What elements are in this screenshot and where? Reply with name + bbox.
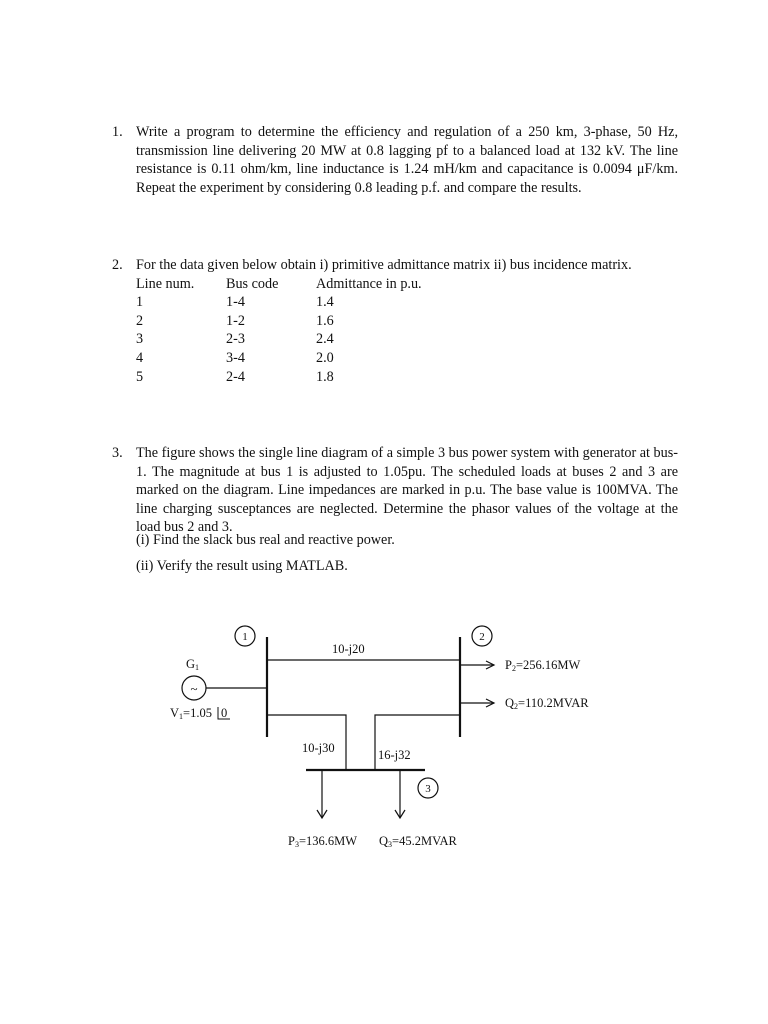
column-header: Line num. [136,275,195,292]
table-header-row [136,275,422,294]
question-text: For the data given below obtain i) primitive admittance matrix ii) bus incidence matrix. [136,257,632,273]
question-1 [112,123,678,197]
table-cell: 2-3 [226,331,245,348]
question-number: 3. [112,445,123,461]
column-header: Admittance in p.u. [316,275,422,292]
table-cell: 2.0 [316,349,334,366]
table-cell: 4 [136,349,144,366]
question-number: 2. [112,257,123,273]
table-row [136,293,422,312]
bus-1-label: 1 [242,631,248,643]
q2-label: Q2=110.2MVAR [505,696,589,711]
question-text: Write a program to determine the efficiency and regulation of a 250 km, 3-phase, 50 Hz, transmission line delivering 20 MW at 0.8 lagging pf to a balanced load at 132 kV. The line resistance is 0.11 ohm/km, line inductance is 1.24 mH/km and capacitance is 0.0094 μF/km. Repeat the experiment by considering 0.8 leading p.f. and compare the results. [136,124,678,196]
line-1-2-impedance: 10-j20 [332,642,365,656]
bus-2-label: 2 [479,631,485,643]
table-cell: 2-4 [226,368,245,385]
line-1-3-impedance: 10-j30 [302,741,335,755]
line-data-table [136,275,422,387]
sub-question-1: (i) Find the slack bus real and reactive power. [136,532,395,548]
question-2 [112,256,678,386]
table-cell: 1.8 [316,368,334,385]
table-cell: 3 [136,331,144,348]
table-cell: 1-2 [226,312,245,329]
table-row [136,330,422,349]
p3-label: P3=136.6MW [288,834,358,849]
bus-3-label: 3 [425,783,431,795]
p2-label: P2=256.16MW [505,658,581,673]
table-row [136,312,422,331]
question-3 [112,444,678,537]
table-cell: 1.4 [316,294,334,311]
table-cell: 1-4 [226,294,245,311]
question-number: 1. [112,124,123,140]
single-line-diagram [160,615,630,865]
v1-angle: 0 [221,706,228,720]
table-row [136,349,422,368]
line-2-3-impedance: 16-j32 [378,748,411,762]
generator-tilde: ~ [190,681,198,696]
table-cell: 2.4 [316,331,334,348]
column-header: Bus code [226,275,279,292]
table-cell: 1 [136,294,144,311]
table-cell: 3-4 [226,349,245,366]
generator-label: G1 [186,657,200,672]
q3-label: Q3=45.2MVAR [379,834,457,849]
table-cell: 5 [136,368,144,385]
table-cell: 1.6 [316,312,334,329]
v1-label: V1=1.05 [170,706,212,721]
table-row [136,368,422,387]
sub-question-2: (ii) Verify the result using MATLAB. [136,558,348,574]
table-cell: 2 [136,312,144,329]
question-text: The figure shows the single line diagram of a simple 3 bus power system with generator at bus-1. The magnitude at bus 1 is adjusted to 1.05pu. The scheduled loads at buses 2 and 3 are marked on the diagram. Line impedances are marked in p.u. The base value is 100MVA. The line charging susceptances are neglected. Determine the phasor values of the voltage at the load bus 2 and 3. [136,445,678,536]
